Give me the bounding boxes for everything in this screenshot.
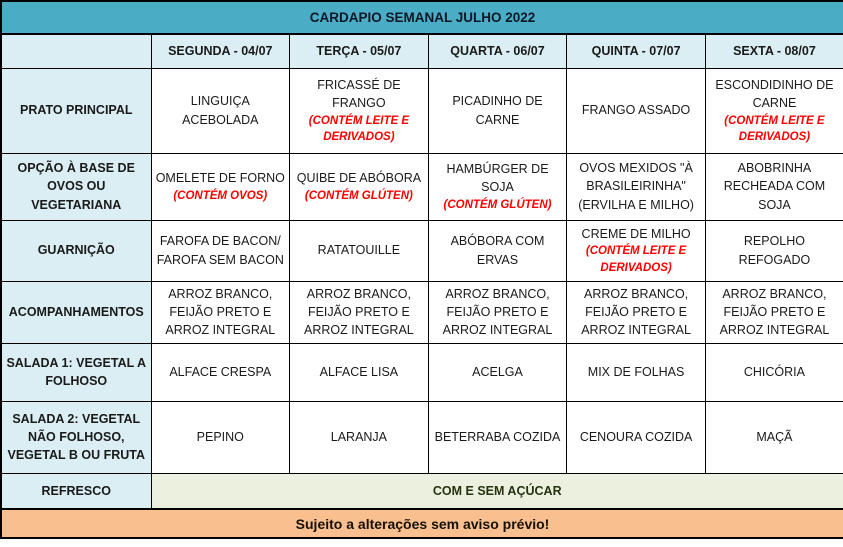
- menu-cell: [290, 220, 429, 281]
- row-label-guarnicao: GUARNIÇÃO: [1, 220, 151, 281]
- footer-row: [1, 509, 843, 538]
- day-header-segunda: SEGUNDA - 04/07: [151, 34, 290, 68]
- table-row-opcao-vegetariana: [1, 153, 843, 220]
- menu-cell: [705, 68, 843, 153]
- dish-text: CHICÓRIA: [743, 364, 805, 379]
- dish-text: ESCONDIDINHO DE CARNE: [715, 78, 834, 111]
- menu-cell: [567, 401, 706, 473]
- dish-text: LINGUIÇA ACEBOLADA: [182, 94, 259, 127]
- dish-text: ARROZ BRANCO, FEIJÃO PRETO E ARROZ INTEGRAL: [719, 286, 830, 338]
- dish-text: ARROZ BRANCO, FEIJÃO PRETO E ARROZ INTEGRAL: [581, 286, 691, 338]
- menu-cell: [290, 153, 429, 220]
- title-row: [1, 1, 843, 34]
- menu-cell: [151, 153, 290, 220]
- day-header-row: [1, 34, 843, 68]
- table-row-salada-2: [1, 401, 843, 473]
- footer-notice: Sujeito a alterações sem aviso prévio!: [1, 509, 843, 538]
- dish-text: FRANGO ASSADO: [581, 103, 691, 118]
- table-row-salada-1: [1, 343, 843, 401]
- dish-text: ACELGA: [472, 364, 523, 379]
- menu-cell: [705, 281, 843, 343]
- dish-text: PICADINHO DE CARNE: [452, 94, 543, 127]
- dish-text: ABOBRINHA RECHEADA COM SOJA: [723, 161, 826, 212]
- dish-text: ARROZ BRANCO, FEIJÃO PRETO E ARROZ INTEGRAL: [442, 286, 553, 338]
- menu-cell: [290, 401, 429, 473]
- menu-cell: [567, 153, 706, 220]
- menu-cell: [151, 281, 290, 343]
- dish-text: ALFACE LISA: [319, 364, 399, 379]
- menu-cell: [428, 153, 567, 220]
- dish-text: QUIBE DE ABÓBORA: [296, 171, 422, 186]
- row-label-acompanhamentos: ACOMPANHAMENTOS: [1, 281, 151, 343]
- allergen-note: (CONTÉM GLÚTEN): [304, 189, 413, 202]
- dish-text: RATATOUILLE: [317, 243, 401, 258]
- menu-cell: [151, 68, 290, 153]
- refresco-value: COM E SEM AÇÚCAR: [151, 473, 843, 509]
- dish-text: ABÓBORA COM ERVAS: [450, 234, 545, 267]
- menu-cell: [151, 401, 290, 473]
- row-label-opcao-vegetariana: OPÇÃO À BASE DE OVOS OU VEGETARIANA: [1, 153, 151, 220]
- allergen-note: (CONTÉM LEITE E DERIVADOS): [585, 245, 687, 274]
- menu-cell: [567, 68, 706, 153]
- menu-cell: [567, 281, 706, 343]
- menu-cell: [428, 401, 567, 473]
- menu-cell: [428, 281, 567, 343]
- menu-cell: [290, 281, 429, 343]
- dish-text: CREME DE MILHO: [581, 227, 691, 242]
- row-label-prato-principal: PRATO PRINCIPAL: [1, 68, 151, 153]
- dish-text: FAROFA DE BACON/ FAROFA SEM BACON: [156, 234, 284, 267]
- table-row-refresco: [1, 473, 843, 509]
- menu-title: CARDAPIO SEMANAL JULHO 2022: [1, 1, 843, 34]
- dish-text: LARANJA: [330, 429, 388, 444]
- dish-text: ARROZ BRANCO, FEIJÃO PRETO E ARROZ INTEGRAL: [165, 286, 276, 338]
- day-header-quarta: QUARTA - 06/07: [428, 34, 567, 68]
- allergen-note: (CONTÉM GLÚTEN): [443, 198, 552, 211]
- dish-text: PEPINO: [196, 429, 244, 444]
- row-label-refresco: REFRESCO: [1, 473, 151, 509]
- row-label-salada-2: SALADA 2: VEGETAL NÃO FOLHOSO, VEGETAL B OU FRUTA: [1, 401, 151, 473]
- menu-cell: [428, 343, 567, 401]
- menu-cell: [705, 153, 843, 220]
- dish-text: HAMBÚRGER DE SOJA: [446, 162, 549, 195]
- menu-cell: [705, 220, 843, 281]
- dish-text: CENOURA COZIDA: [579, 429, 693, 444]
- menu-cell: [428, 68, 567, 153]
- menu-cell: [290, 68, 429, 153]
- allergen-note: (CONTÉM LEITE E DERIVADOS): [308, 114, 410, 143]
- dish-text: MIX DE FOLHAS: [587, 364, 685, 379]
- dish-text: ALFACE CRESPA: [169, 364, 272, 379]
- menu-cell: [705, 343, 843, 401]
- dish-text: OMELETE DE FORNO: [155, 171, 285, 186]
- table-row-guarnicao: [1, 220, 843, 281]
- dish-text: OVOS MEXIDOS "À BRASILEIRINHA" (ERVILHA E MILHO): [578, 161, 694, 212]
- dish-text: REPOLHO REFOGADO: [738, 234, 811, 267]
- day-header-sexta: SEXTA - 08/07: [705, 34, 843, 68]
- allergen-note: (CONTÉM LEITE E DERIVADOS): [724, 114, 825, 143]
- dish-text: ARROZ BRANCO, FEIJÃO PRETO E ARROZ INTEGRAL: [304, 286, 414, 338]
- dish-text: BETERRABA COZIDA: [434, 429, 561, 444]
- menu-cell: [290, 343, 429, 401]
- menu-cell: [151, 220, 290, 281]
- table-row-prato-principal: [1, 68, 843, 153]
- day-header-terca: TERÇA - 05/07: [290, 34, 429, 68]
- menu-cell: [705, 401, 843, 473]
- corner-cell: [1, 34, 151, 68]
- menu-cell: [567, 220, 706, 281]
- menu-cell: [567, 343, 706, 401]
- menu-cell: [151, 343, 290, 401]
- row-label-salada-1: SALADA 1: VEGETAL A FOLHOSO: [1, 343, 151, 401]
- allergen-note: (CONTÉM OVOS): [173, 189, 268, 202]
- table-row-acompanhamentos: [1, 281, 843, 343]
- dish-text: MAÇÃ: [756, 429, 793, 444]
- day-header-quinta: QUINTA - 07/07: [567, 34, 706, 68]
- menu-cell: [428, 220, 567, 281]
- dish-text: FRICASSÉ DE FRANGO: [317, 78, 401, 111]
